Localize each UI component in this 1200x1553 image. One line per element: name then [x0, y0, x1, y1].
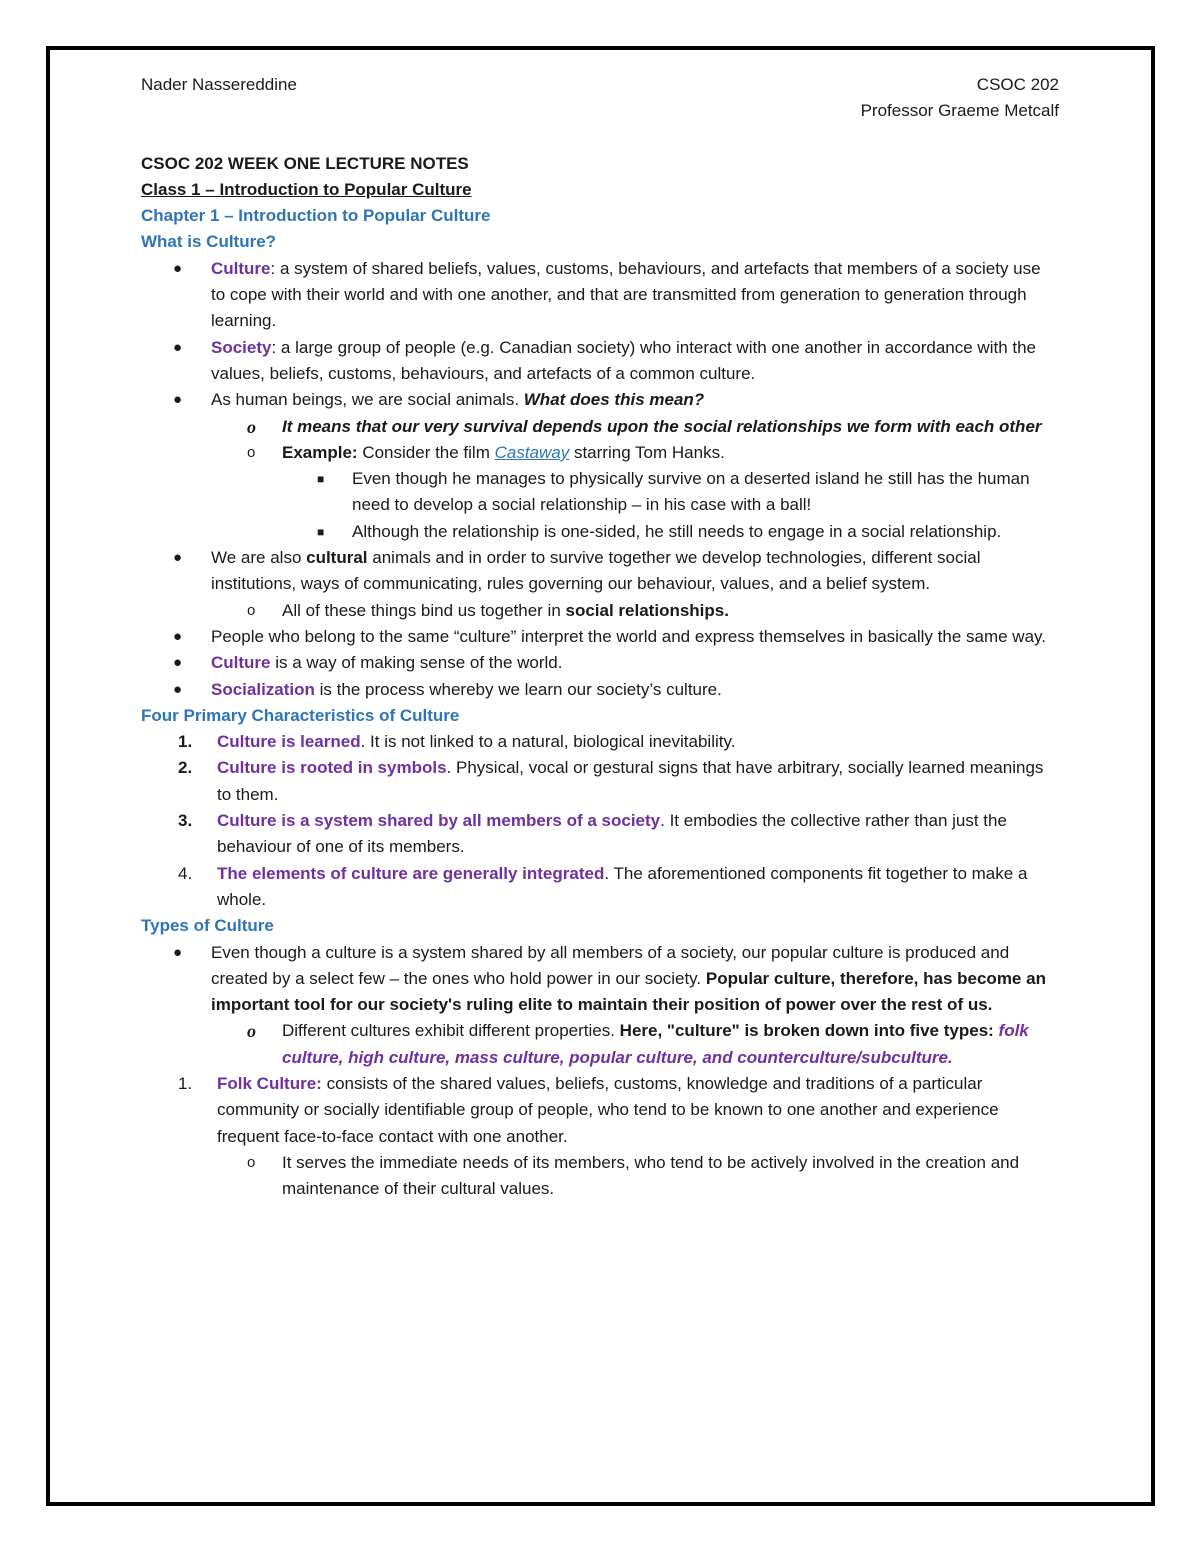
item-number: 3. [178, 811, 193, 831]
term-socialization: Socialization [211, 679, 315, 699]
body-text: is the process whereby we learn our society’s culture. [314, 679, 722, 699]
body-text: Consider the film [357, 442, 495, 462]
list-item [141, 440, 1059, 466]
term-society: Society [211, 337, 272, 357]
body-text: Although the relationship is one-sided, he still needs to engage in a social relationship. [352, 521, 1002, 541]
body-text: Even though a culture is a system shared by all members of a society, our popular culture is produced and created by a select few – the ones who hold power in our society. [211, 942, 1010, 988]
circle-bullet-icon: o [247, 1021, 256, 1042]
circle-bullet-icon: o [247, 443, 256, 461]
term-folk-culture: Folk Culture: [217, 1073, 322, 1093]
course-code: CSOC 202 [976, 75, 1059, 94]
definition-text: : a system of shared beliefs, values, customs, behaviours, and artefacts that members of a society use to cope with their world and with one another, and that are transmitted from generation to generation through learning. [211, 258, 1041, 331]
section-heading-four-primary: Four Primary Characteristics of Culture [141, 705, 460, 725]
term: The elements of culture are generally integrated [217, 863, 605, 883]
bullet-icon: ● [173, 680, 183, 698]
item-number: 1. [178, 732, 193, 752]
body-text: . It embodies the collective rather than just the behaviour of one of its members. [217, 811, 1007, 857]
list-item [141, 387, 1059, 413]
bold-text: Popular culture, therefore, has become an important tool for our society's ruling elite to maintain their position of power over the rest of us. [211, 968, 1046, 1015]
term-culture: Culture [211, 653, 271, 673]
numbered-item [141, 861, 1059, 914]
bold-text: cultural [306, 548, 368, 568]
list-item [141, 677, 1059, 703]
body-text: Different cultures exhibit different properties. [282, 1021, 620, 1041]
class-heading: Class 1 – Introduction to Popular Culture [141, 179, 472, 199]
body-text: . It is not linked to a natural, biological inevitability. [360, 732, 736, 752]
term: Culture is a system shared by all members of a society [217, 811, 661, 831]
bullet-icon: ● [173, 549, 183, 567]
list-item [141, 598, 1059, 624]
definition-text: consists of the shared values, beliefs, customs, knowledge and traditions of a particular community or socially identifiable group of people, who tend to be known to one another and experience frequent face-to-face contact with one another. [217, 1073, 999, 1146]
list-item [141, 466, 1059, 519]
list-item [141, 650, 1059, 676]
bold-text: social relationships. [565, 600, 729, 620]
body-text: starring Tom Hanks. [569, 442, 725, 462]
film-link[interactable]: Castaway [494, 442, 570, 462]
square-bullet-icon: ■ [317, 472, 325, 487]
numbered-item [141, 729, 1059, 755]
item-number: 2. [178, 758, 193, 778]
definition-text: : a large group of people (e.g. Canadian society) who interact with one another in accordance with the values, beliefs, customs, behaviours, and artefacts of a common culture. [211, 337, 1037, 383]
bullet-icon: ● [173, 654, 183, 672]
body-text: Even though he manages to physically survive on a deserted island he still has the human need to develop a social relationship – in his case with a ball! [352, 469, 1030, 515]
body-text: We are also [211, 548, 307, 568]
bullet-icon: ● [173, 391, 183, 409]
body-text: animals and in order to survive together we develop technologies, different social institutions, ways of communicating, rules governing our behaviour, values, and a belief system. [211, 548, 981, 594]
body-text: People who belong to the same “culture” interpret the world and express themselves in basically the same way. [211, 626, 1047, 646]
square-bullet-icon: ■ [317, 524, 325, 539]
section-heading-what-is-culture: What is Culture? [141, 232, 277, 252]
document-page [141, 72, 1059, 1202]
list-item [141, 256, 1059, 335]
item-number: 1. [178, 1073, 193, 1093]
item-number: 4. [178, 863, 193, 883]
circle-bullet-icon: o [247, 1153, 256, 1171]
author-name: Nader Nassereddine [141, 75, 297, 94]
list-item [141, 335, 1059, 388]
list-item [141, 545, 1059, 598]
body-text: is a way of making sense of the world. [270, 653, 563, 673]
body-text: As human beings, we are social animals. [211, 390, 524, 410]
circle-bullet-icon: o [247, 416, 256, 437]
bullet-icon: ● [173, 259, 183, 277]
term: Culture is rooted in symbols [217, 758, 447, 778]
body-text: It serves the immediate needs of its members, who tend to be actively involved in the creation and maintenance of their cultural values. [282, 1152, 1020, 1199]
bullet-icon: ● [173, 338, 183, 356]
list-item [141, 414, 1059, 440]
bold-text: Here, "culture" is broken down into five types: [619, 1021, 994, 1041]
body-text: . The aforementioned components fit together to make a whole. [217, 863, 1028, 909]
bullet-icon: ● [173, 943, 183, 961]
list-item [141, 624, 1059, 650]
example-label: Example: [282, 442, 358, 462]
numbered-item [141, 1071, 1059, 1150]
bullet-icon: ● [173, 627, 183, 645]
types-list: folk culture, high culture, mass culture, popular culture, and counterculture/subculture. [282, 1021, 1029, 1067]
list-item [141, 940, 1059, 1019]
professor-name: Professor Graeme Metcalf [860, 101, 1059, 121]
body-text: All of these things bind us together in [282, 600, 566, 620]
list-item [141, 519, 1059, 545]
term-culture: Culture [211, 258, 271, 278]
header-row [141, 72, 1059, 98]
numbered-item [141, 808, 1059, 861]
section-heading-types: Types of Culture [141, 916, 274, 936]
body-text: . Physical, vocal or gestural signs that have arbitrary, socially learned meanings to them. [217, 758, 1044, 804]
chapter-heading: Chapter 1 – Introduction to Popular Culture [141, 206, 491, 226]
list-item [141, 1018, 1059, 1071]
term: Culture is learned [217, 732, 361, 752]
numbered-item [141, 755, 1059, 808]
document-title: CSOC 202 WEEK ONE LECTURE NOTES [141, 153, 469, 173]
circle-bullet-icon: o [247, 601, 256, 619]
answer-text: It means that our very survival depends upon the social relationships we form with each other [282, 416, 1042, 436]
list-item [141, 1150, 1059, 1203]
question-text: What does this mean? [523, 390, 705, 410]
